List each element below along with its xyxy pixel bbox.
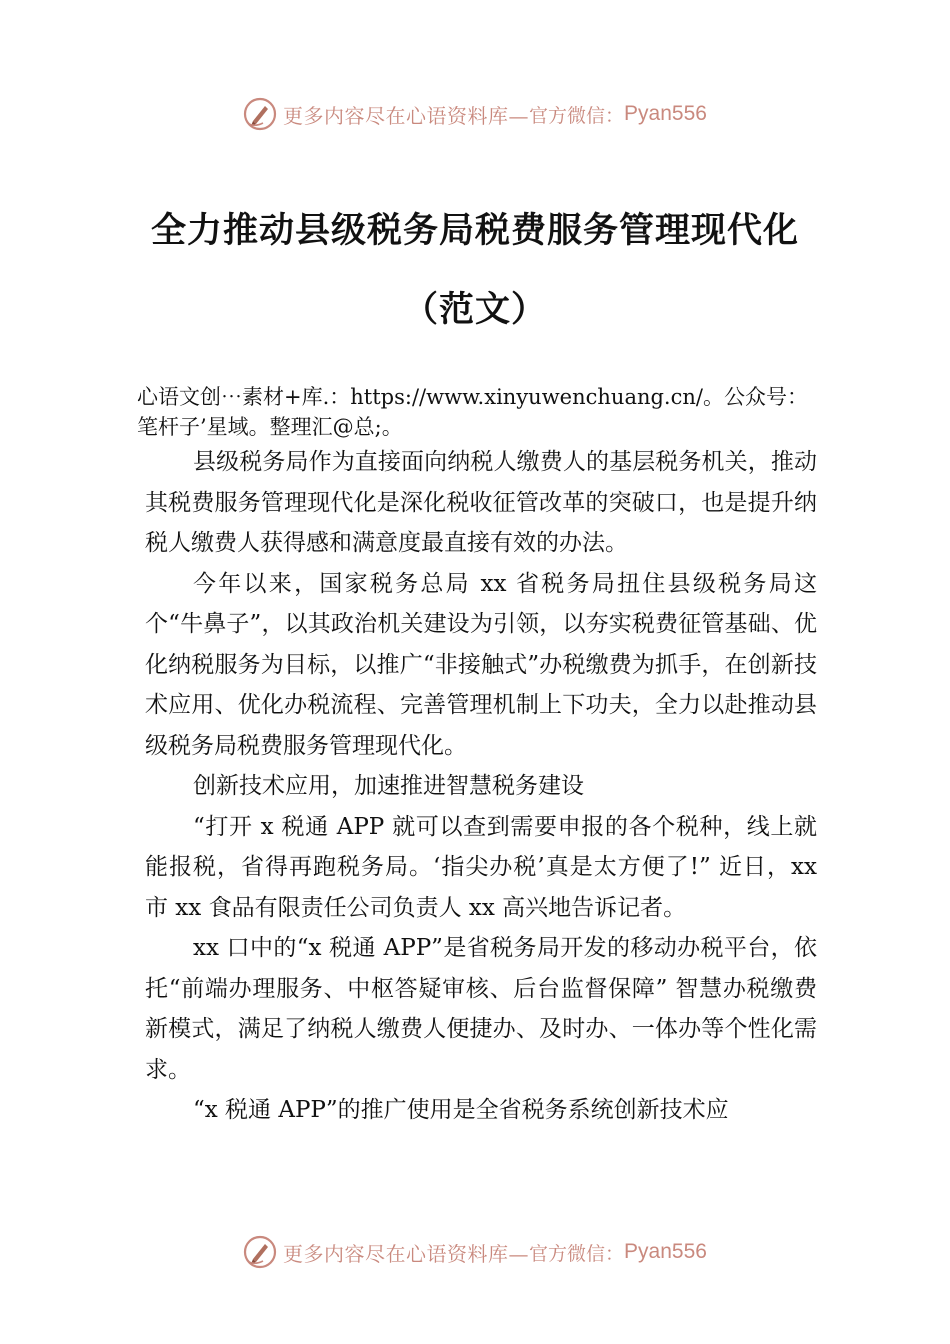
source-note: 心语文创⋯素材+库.：https://www.xinyuwenchuang.cn/。公众号：笔杆子’星域。整理汇@总;。: [137, 385, 808, 439]
wechat-label: 官方微信：: [529, 1242, 625, 1265]
header-banner: [0, 92, 950, 136]
document-body: [145, 442, 817, 1131]
pen-logo-icon: [243, 1235, 277, 1269]
banner-text: 更多内容尽在心语资料库—: [283, 103, 530, 128]
pen-logo-icon: [243, 97, 277, 131]
wechat-label: 官方微信：: [529, 104, 625, 127]
document-subtitle: （范文）: [402, 290, 547, 330]
paragraph: xx 口中的“x 税通 APP”是省税务局开发的移动办税平台，依托“前端办理服务、中枢答疑审核、后台监督保障” 智慧办税缴费新模式，满足了纳税人缴费人便捷办、及时办、一体办等个性化需求。: [145, 935, 817, 1083]
wechat-account: Pyan556: [624, 1240, 707, 1263]
section-heading: 创新技术应用，加速推进智慧税务建设: [193, 773, 584, 799]
paragraph: “x 税通 APP”的推广使用是全省税务系统创新技术应: [193, 1097, 729, 1123]
footer-banner: [0, 1230, 950, 1274]
paragraph: “打开 x 税通 APP 就可以查到需要申报的各个税种，线上就能报税，省得再跑税务局。‘指尖办税’真是太方便了!” 近日，xx 市 xx 食品有限责任公司负责人 xx 高兴地告诉记者。: [145, 813, 817, 921]
document-title: 全力推动县级税务局税费服务管理现代化: [150, 211, 799, 251]
wechat-account: Pyan556: [624, 102, 707, 125]
paragraph: 县级税务局作为直接面向纳税人缴费人的基层税务机关，推动其税费服务管理现代化是深化税收征管改革的突破口，也是提升纳税人缴费人获得感和满意度最直接有效的办法。: [145, 449, 817, 556]
paragraph: 今年以来，国家税务总局 xx 省税务局扭住县级税务局这个“牛鼻子”，以其政治机关建设为引领，以夯实税费征管基础、优化纳税服务为目标，以推广“非接触式”办税缴费为抓手，在创新技术应用、优化办税流程、完善管理机制上下功夫，全力以赴推动县级税务局税费服务管理现代化。: [145, 570, 817, 759]
banner-text: 更多内容尽在心语资料库—: [283, 1241, 530, 1266]
